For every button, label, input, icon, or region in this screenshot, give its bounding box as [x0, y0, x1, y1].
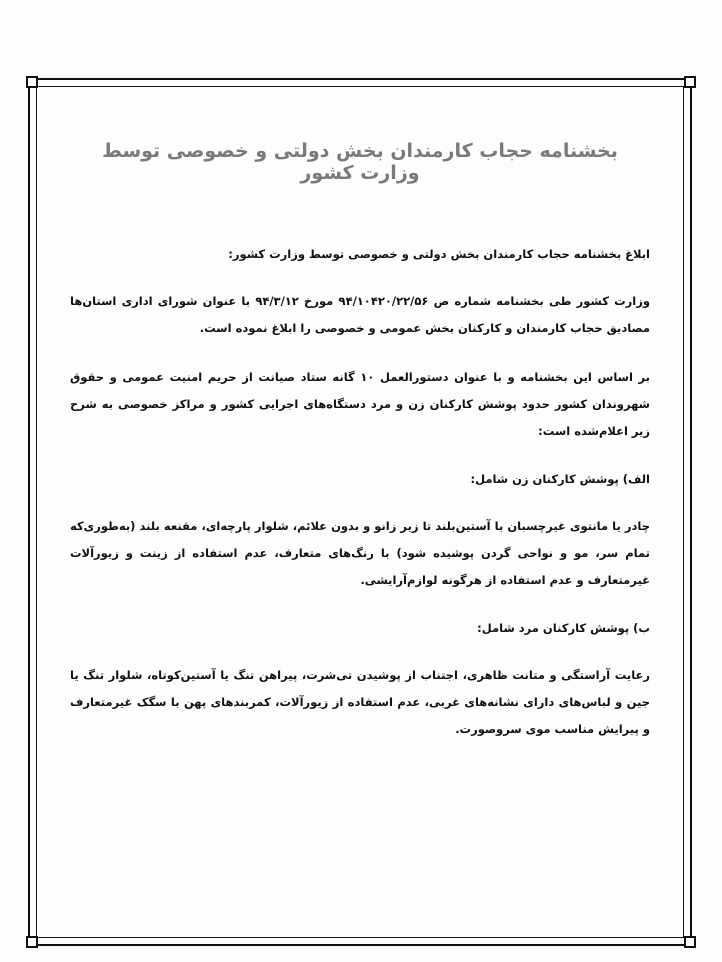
- intro-line: ابلاغ بخشنامه حجاب کارمندان بخش دولتی و خصوصی توسط وزارت کشور:: [228, 247, 650, 261]
- corner-ornament: [26, 76, 38, 88]
- section-women-heading: الف) پوشش کارکنان زن شامل:: [470, 472, 650, 486]
- document-body: [70, 120, 650, 765]
- paragraph-basis: بر اساس این بخشنامه و با عنوان دستورالعمل ۱۰ گانه ستاد صیانت از حریم امنیت عمومی و حقوق شهروندان کشور حدود پوشش کارکنان زن و مرد دستگاه‌های اجرایی کشور و مراکز خصوصی به شرح زیر اعلام‌شده است:: [70, 370, 650, 438]
- document-title: بخشنامه حجاب کارمندان بخش دولتی و خصوصی توسط وزارت کشور: [102, 140, 618, 184]
- corner-ornament: [26, 936, 38, 948]
- section-men-heading: ب) پوشش کارکنان مرد شامل:: [477, 621, 650, 635]
- paragraph-circular: وزارت کشور طی بخشنامه شماره ص ۹۴/۱۰۴۲۰/۲۲/۵۶ مورخ ۹۴/۳/۱۲ با عنوان شورای اداری استان‌ها مصادیق حجاب کارمندان و کارکنان بخش عمومی و خصوصی را ابلاغ نموده است.: [70, 294, 651, 335]
- section-women-text: چادر یا مانتوی غیرچسبان با آستین‌بلند تا زیر زانو و بدون علائم، شلوار پارچه‌ای، مقنعه بلند (به‌طوری‌که تمام سر، مو و نواحی گردن پوشیده شود) با رنگ‌های متعارف، عدم استفاده از زینت و زیورآلات غیرمتعارف و عدم استفاده از هرگونه لوازم‌آرایشی.: [70, 519, 650, 587]
- section-men-text: رعایت آراستگی و متانت ظاهری، اجتناب از پوشیدن تی‌شرت، پیراهن تنگ یا آستین‌کوتاه، شلوار تنگ یا جین و لباس‌های دارای نشانه‌های غربی، عدم استفاده از زیورآلات، کمربندهای پهن با سگک غیرمتعارف و پیرایش مناسب موی سروصورت.: [70, 668, 650, 736]
- corner-ornament: [684, 936, 696, 948]
- corner-ornament: [684, 76, 696, 88]
